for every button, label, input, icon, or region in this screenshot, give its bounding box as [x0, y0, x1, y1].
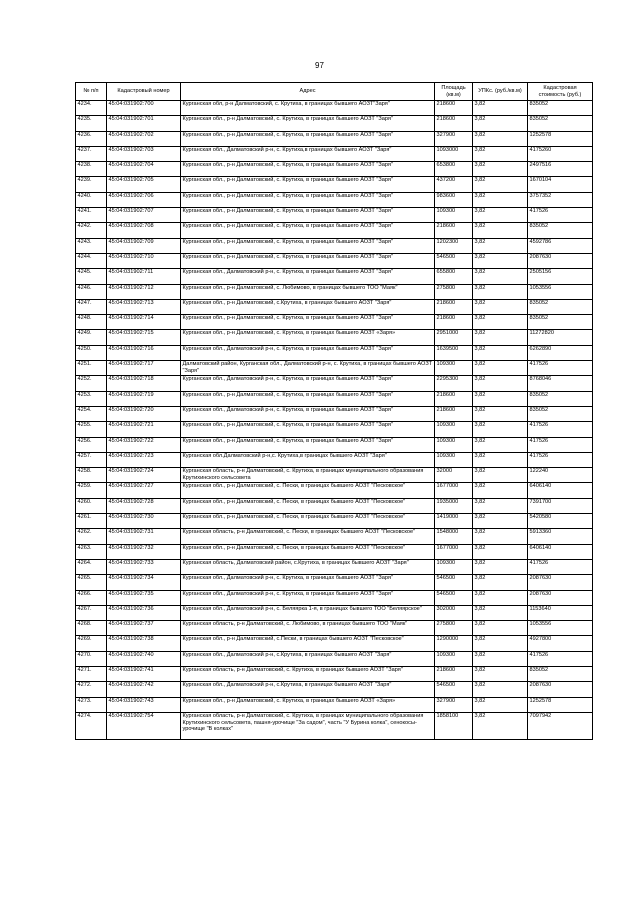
cell-upks: 3,82 [473, 238, 528, 253]
cell-area: 218600 [435, 223, 473, 238]
cell-address: Курганская обл., р-н Далматовский, с. Крутиха, в границах бывшего АОЗТ «Заря» [181, 330, 435, 345]
cell-cadastral-number: 45:04:031902:730 [107, 514, 181, 529]
table-body [76, 101, 593, 740]
cell-cadastral-number: 45:04:031902:705 [107, 177, 181, 192]
cell-cadastral-number: 45:04:031902:719 [107, 391, 181, 406]
table-row [76, 666, 593, 681]
cell-address: Курганская обл., Далматовский р-н, с. Крутиха,в границах бывшего АОЗТ "Заря" [181, 146, 435, 161]
cell-area: 302000 [435, 605, 473, 620]
cell-cadastral-number: 45:04:031902:713 [107, 299, 181, 314]
cell-cadastral-cost: 1252578 [528, 697, 593, 712]
cell-address: Курганская обл., Далматовский р-н, с. Крутиха, в границах бывшего АОЗТ "Заря" [181, 376, 435, 391]
table-row [76, 559, 593, 574]
table-row [76, 253, 593, 268]
header-address: Адрес [181, 83, 435, 101]
cell-upks: 3,82 [473, 468, 528, 483]
cell-cadastral-cost: 417526 [528, 437, 593, 452]
cell-row-number: 4274. [76, 712, 107, 739]
cell-area: 546500 [435, 682, 473, 697]
cell-upks: 3,82 [473, 498, 528, 513]
cell-cadastral-number: 45:04:031902:732 [107, 544, 181, 559]
cell-row-number: 4273. [76, 697, 107, 712]
cell-cadastral-cost: 835052 [528, 315, 593, 330]
cell-cadastral-number: 45:04:031902:736 [107, 605, 181, 620]
table-row [76, 269, 593, 284]
cell-address: Курганская обл., р-н Далматовский, с. Пески, в границах бывшего АОЗТ "Песковское" [181, 483, 435, 498]
cell-address: Курганская обл., р-н Далматовский, с. Крутиха, в границах бывшего АОЗТ «Заря» [181, 697, 435, 712]
cell-row-number: 4236. [76, 131, 107, 146]
cell-cadastral-number: 45:04:031902:710 [107, 253, 181, 268]
table-row [76, 621, 593, 636]
cell-address: Курганская область, р-н Далматовский, с. Крутиха, в границах бывшего АОЗТ "Заря" [181, 666, 435, 681]
cell-area: 546500 [435, 575, 473, 590]
cell-address: Курганская обл., р-н Далматовский, с. Крутиха, в границах бывшего АОЗТ "Заря" [181, 208, 435, 223]
cell-cadastral-cost: 6406140 [528, 544, 593, 559]
cell-row-number: 4256. [76, 437, 107, 452]
cell-cadastral-number: 45:04:031902:721 [107, 422, 181, 437]
table-row [76, 101, 593, 116]
cell-upks: 3,82 [473, 712, 528, 739]
cell-cadastral-number: 45:04:031902:741 [107, 666, 181, 681]
cell-address: Курганская обл., р-н Далматовский, с. Любимово, в границах бывшего ТОО "Маяк" [181, 284, 435, 299]
cell-address: Курганская обл., Далматовский р-н, с. Крутиха, в границах бывшего АОЗТ "Заря" [181, 269, 435, 284]
cell-address: Курганская область, р-н Далматовский, с. Пески, в границах бывшего АОЗТ "Песковское" [181, 529, 435, 544]
cell-upks: 3,82 [473, 208, 528, 223]
cell-upks: 3,82 [473, 651, 528, 666]
cell-row-number: 4239. [76, 177, 107, 192]
cell-area: 109300 [435, 361, 473, 376]
cell-cadastral-number: 45:04:031902:724 [107, 468, 181, 483]
cell-area: 109300 [435, 651, 473, 666]
table-row [76, 208, 593, 223]
cell-row-number: 4261. [76, 514, 107, 529]
cell-upks: 3,82 [473, 223, 528, 238]
cell-address: Курганская обл., р-н Далматовский, с. Крутиха, в границах бывшего АОЗТ "Заря" [181, 422, 435, 437]
cell-cadastral-number: 45:04:031902:701 [107, 116, 181, 131]
cell-upks: 3,82 [473, 131, 528, 146]
cell-cadastral-cost: 11272820 [528, 330, 593, 345]
cell-row-number: 4246. [76, 284, 107, 299]
table-row [76, 315, 593, 330]
table-row [76, 223, 593, 238]
cell-area: 275800 [435, 284, 473, 299]
cell-cadastral-number: 45:04:031902:703 [107, 146, 181, 161]
cell-area: 327900 [435, 697, 473, 712]
table-row [76, 238, 593, 253]
cell-upks: 3,82 [473, 483, 528, 498]
cell-row-number: 4253. [76, 391, 107, 406]
cell-upks: 3,82 [473, 605, 528, 620]
cell-cadastral-cost: 1053556 [528, 284, 593, 299]
cell-area: 1858100 [435, 712, 473, 739]
cell-row-number: 4260. [76, 498, 107, 513]
header-cadastral: Кадастровый номер [107, 83, 181, 101]
cadastral-table [75, 82, 593, 740]
cell-upks: 3,82 [473, 666, 528, 681]
cell-address: Курганская обл., р-н Далматовский, с. Крутиха, в границах бывшего АОЗТ "Заря" [181, 116, 435, 131]
cell-row-number: 4264. [76, 559, 107, 574]
cell-row-number: 4262. [76, 529, 107, 544]
cell-row-number: 4269. [76, 636, 107, 651]
cell-cadastral-number: 45:04:031902:737 [107, 621, 181, 636]
cell-cadastral-cost: 417526 [528, 208, 593, 223]
cell-upks: 3,82 [473, 345, 528, 360]
cell-cadastral-number: 45:04:031902:716 [107, 345, 181, 360]
table-row [76, 284, 593, 299]
cell-area: 218600 [435, 116, 473, 131]
cell-cadastral-number: 45:04:031902:728 [107, 498, 181, 513]
cell-area: 109300 [435, 437, 473, 452]
cell-cadastral-cost: 6262890 [528, 345, 593, 360]
table-row [76, 651, 593, 666]
table-row [76, 498, 593, 513]
cell-row-number: 4240. [76, 192, 107, 207]
cell-cadastral-number: 45:04:031902:727 [107, 483, 181, 498]
cell-area: 109300 [435, 452, 473, 467]
cell-area: 983600 [435, 192, 473, 207]
cell-row-number: 4242. [76, 223, 107, 238]
cell-cadastral-number: 45:04:031902:711 [107, 269, 181, 284]
table-row [76, 391, 593, 406]
table-row [76, 162, 593, 177]
cell-address: Курганская область, р-н Далматовский, с. Крутиха, в границах муниципального образования Крутихинского сельсовета [181, 468, 435, 483]
table-row [76, 529, 593, 544]
cell-address: Курганская обл., р-н Далматовский, с. Крутиха, в границах бывшего АОЗТ "Заря" [181, 162, 435, 177]
cell-upks: 3,82 [473, 636, 528, 651]
cell-address: Далматовский район, Курганская обл., Далматовский р-н, с. Крутиха, в границах бывшего АОЗТ "Заря" [181, 361, 435, 376]
cell-cadastral-cost: 835052 [528, 116, 593, 131]
cell-row-number: 4243. [76, 238, 107, 253]
cell-area: 1548000 [435, 529, 473, 544]
cell-row-number: 4271. [76, 666, 107, 681]
table-row [76, 116, 593, 131]
cell-cadastral-number: 45:04:031902:714 [107, 315, 181, 330]
cell-upks: 3,82 [473, 437, 528, 452]
cell-cadastral-number: 45:04:031902:712 [107, 284, 181, 299]
cell-cadastral-cost: 1053556 [528, 621, 593, 636]
cell-cadastral-cost: 5913360 [528, 529, 593, 544]
cell-area: 32000 [435, 468, 473, 483]
cell-address: Курганская обл., р-н Далматовский, с. Крутиха, в границах бывшего АОЗТ "Заря" [181, 391, 435, 406]
cell-cadastral-cost: 7097942 [528, 712, 593, 739]
cell-area: 653800 [435, 162, 473, 177]
cell-cadastral-number: 45:04:031902:735 [107, 590, 181, 605]
cell-cadastral-cost: 417526 [528, 559, 593, 574]
cell-area: 218600 [435, 406, 473, 421]
cell-address: Курганская обл., Далматовский р-н, с.Крутиха, в границах бывшего АОЗТ "Заря" [181, 682, 435, 697]
table-row [76, 422, 593, 437]
cell-cadastral-number: 45:04:031902:715 [107, 330, 181, 345]
cell-address: Курганская обл, р-н Далматовский, с. Крутиха, в границах бывшего АОЗТ"Заря" [181, 101, 435, 116]
table-row [76, 544, 593, 559]
cell-row-number: 4259. [76, 483, 107, 498]
table-row [76, 177, 593, 192]
cell-address: Курганская обл., Далматовский р-н, с. Крутиха, в границах бывшего АОЗТ "Заря" [181, 575, 435, 590]
cell-cadastral-number: 45:04:031902:706 [107, 192, 181, 207]
cell-cadastral-cost: 2505156 [528, 269, 593, 284]
table-row [76, 146, 593, 161]
cell-address: Курганская обл., Далматовский р-н, с. Крутиха, в границах бывшего АОЗТ "Заря" [181, 406, 435, 421]
cell-row-number: 4255. [76, 422, 107, 437]
cell-cadastral-cost: 3757352 [528, 192, 593, 207]
cell-cadastral-number: 45:04:031902:731 [107, 529, 181, 544]
cell-cadastral-number: 45:04:031902:742 [107, 682, 181, 697]
cell-cadastral-cost: 1252578 [528, 131, 593, 146]
cell-upks: 3,82 [473, 101, 528, 116]
cell-row-number: 4250. [76, 345, 107, 360]
cell-area: 655800 [435, 269, 473, 284]
cell-cadastral-cost: 835052 [528, 299, 593, 314]
table-row [76, 376, 593, 391]
cell-area: 218600 [435, 101, 473, 116]
cell-cadastral-number: 45:04:031902:718 [107, 376, 181, 391]
cell-cadastral-cost: 2087630 [528, 575, 593, 590]
cell-row-number: 4234. [76, 101, 107, 116]
cell-cadastral-cost: 835052 [528, 223, 593, 238]
header-num: № п/п [76, 83, 107, 101]
cell-area: 218600 [435, 391, 473, 406]
cell-area: 218600 [435, 299, 473, 314]
cell-row-number: 4254. [76, 406, 107, 421]
cell-area: 109300 [435, 422, 473, 437]
cell-upks: 3,82 [473, 391, 528, 406]
cell-area: 109300 [435, 559, 473, 574]
cell-cadastral-cost: 835052 [528, 101, 593, 116]
cell-cadastral-cost: 835052 [528, 406, 593, 421]
cell-upks: 3,82 [473, 575, 528, 590]
table-row [76, 697, 593, 712]
cell-address: Курганская обл., р-н Далматовский, с. Крутиха, в границах бывшего АОЗТ "Заря" [181, 238, 435, 253]
cell-area: 546500 [435, 590, 473, 605]
cell-address: Курганская обл., Далматовский р-н, с. Беляярка 1-я, в границах бывшего ТОО "Беляярское" [181, 605, 435, 620]
cell-row-number: 4270. [76, 651, 107, 666]
cell-area: 1093000 [435, 146, 473, 161]
cell-row-number: 4251. [76, 361, 107, 376]
cell-row-number: 4244. [76, 253, 107, 268]
cell-cadastral-cost: 2497516 [528, 162, 593, 177]
cell-upks: 3,82 [473, 514, 528, 529]
cell-upks: 3,82 [473, 361, 528, 376]
cell-upks: 3,82 [473, 253, 528, 268]
cell-upks: 3,82 [473, 682, 528, 697]
cell-area: 1677000 [435, 483, 473, 498]
cell-row-number: 4249. [76, 330, 107, 345]
cell-cadastral-number: 45:04:031902:738 [107, 636, 181, 651]
cell-area: 218600 [435, 666, 473, 681]
table-row [76, 468, 593, 483]
table-row [76, 682, 593, 697]
cell-cadastral-cost: 5420580 [528, 514, 593, 529]
header-cost: Кадастровая стоимость (руб.) [528, 83, 593, 101]
cell-address: Курганская обл., р-н Далматовский, с.Пески, в границах бывшего АОЗТ "Песковское" [181, 636, 435, 651]
cell-cadastral-cost: 8768046 [528, 376, 593, 391]
cell-address: Курганская обл., р-н Далматовский, с. Крутиха, в границах бывшего АОЗТ "Заря" [181, 223, 435, 238]
cell-address: Курганская обл., Далматовский р-н, с. Крутиха, в границах бывшего АОЗТ "Заря" [181, 590, 435, 605]
cell-cadastral-number: 45:04:031902:743 [107, 697, 181, 712]
cell-row-number: 4248. [76, 315, 107, 330]
cell-cadastral-number: 45:04:031902:720 [107, 406, 181, 421]
cell-upks: 3,82 [473, 284, 528, 299]
cell-area: 1677000 [435, 544, 473, 559]
cell-address: Курганская обл., р-н Далматовский, с.Крутиха, в границах бывшего АОЗТ "Заря" [181, 299, 435, 314]
cell-area: 1202300 [435, 238, 473, 253]
cell-cadastral-number: 45:04:031902:704 [107, 162, 181, 177]
cell-area: 2295300 [435, 376, 473, 391]
cell-cadastral-number: 45:04:031902:740 [107, 651, 181, 666]
cell-upks: 3,82 [473, 116, 528, 131]
cell-row-number: 4266. [76, 590, 107, 605]
cell-row-number: 4257. [76, 452, 107, 467]
cell-cadastral-number: 45:04:031902:717 [107, 361, 181, 376]
cell-row-number: 4267. [76, 605, 107, 620]
cell-address: Курганская обл., р-н Далматовский, с. Пески, в границах бывшего АОЗТ "Песковское" [181, 498, 435, 513]
cell-cadastral-number: 45:04:031902:754 [107, 712, 181, 739]
cell-cadastral-number: 45:04:031902:708 [107, 223, 181, 238]
cell-cadastral-number: 45:04:031902:734 [107, 575, 181, 590]
cell-area: 218600 [435, 315, 473, 330]
cell-upks: 3,82 [473, 529, 528, 544]
header-area: Площадь (кв.м) [435, 83, 473, 101]
cell-address: Курганская обл., р-н Далматовский, с. Крутиха, в границах бывшего АОЗТ "Заря" [181, 177, 435, 192]
cell-area: 1935000 [435, 498, 473, 513]
cell-upks: 3,82 [473, 299, 528, 314]
table-row [76, 345, 593, 360]
cell-row-number: 4265. [76, 575, 107, 590]
cell-cadastral-cost: 4592786 [528, 238, 593, 253]
cell-cadastral-cost: 2087630 [528, 253, 593, 268]
cell-cadastral-number: 45:04:031902:733 [107, 559, 181, 574]
cell-cadastral-number: 45:04:031902:709 [107, 238, 181, 253]
cell-upks: 3,82 [473, 590, 528, 605]
cell-upks: 3,82 [473, 422, 528, 437]
cell-upks: 3,82 [473, 192, 528, 207]
cell-area: 437200 [435, 177, 473, 192]
cell-upks: 3,82 [473, 452, 528, 467]
cell-address: Курганская область, Далматовский район, с.Крутиха, в границах бывшего АОЗТ "Заря" [181, 559, 435, 574]
cell-cadastral-number: 45:04:031902:707 [107, 208, 181, 223]
cell-cadastral-number: 45:04:031902:702 [107, 131, 181, 146]
cell-address: Курганская обл., Далматовский р-н, с.Крутиха, в границах бывшего АОЗТ "Заря" [181, 651, 435, 666]
table-row [76, 437, 593, 452]
cell-cadastral-cost: 7391700 [528, 498, 593, 513]
cell-cadastral-cost: 1153640 [528, 605, 593, 620]
table-row [76, 590, 593, 605]
cell-row-number: 4258. [76, 468, 107, 483]
page-number: 97 [315, 61, 324, 70]
cell-address: Курганская обл., р-н Далматовский, с. Крутиха, в границах бывшего АОЗТ "Заря" [181, 253, 435, 268]
cell-area: 109300 [435, 208, 473, 223]
cell-row-number: 4241. [76, 208, 107, 223]
cell-cadastral-cost: 122240 [528, 468, 593, 483]
cell-cadastral-number: 45:04:031902:723 [107, 452, 181, 467]
cell-upks: 3,82 [473, 177, 528, 192]
cell-cadastral-cost: 2087630 [528, 682, 593, 697]
header-upks: УПКс. (руб./кв.м) [473, 83, 528, 101]
cell-address: Курганская обл., р-н Далматовский, с. Пески, в границах бывшего АОЗТ "Песковское" [181, 514, 435, 529]
cell-area: 1639500 [435, 345, 473, 360]
table-row [76, 636, 593, 651]
table-row [76, 712, 593, 739]
cell-row-number: 4252. [76, 376, 107, 391]
cell-upks: 3,82 [473, 146, 528, 161]
cell-upks: 3,82 [473, 376, 528, 391]
cell-address: Курганская обл.Далматовский р-н,с. Крутиха,в границах бывшего АОЗТ "Заря" [181, 452, 435, 467]
cell-row-number: 4263. [76, 544, 107, 559]
cell-cadastral-cost: 1670104 [528, 177, 593, 192]
cell-cadastral-cost: 4175260 [528, 146, 593, 161]
table-row [76, 299, 593, 314]
cell-cadastral-cost: 2087630 [528, 590, 593, 605]
cell-upks: 3,82 [473, 544, 528, 559]
cell-cadastral-cost: 835052 [528, 391, 593, 406]
cell-address: Курганская обл., Далматовский р-н, с. Крутиха, в границах бывшего АОЗТ "Заря" [181, 345, 435, 360]
cell-row-number: 4247. [76, 299, 107, 314]
cell-area: 1290000 [435, 636, 473, 651]
cell-address: Курганская обл., р-н Далматовский, с. Крутиха, в границах бывшего АОЗТ "Заря" [181, 192, 435, 207]
cell-cadastral-cost: 417526 [528, 422, 593, 437]
cell-address: Курганская обл., р-н Далматовский, с. Пески, в границах бывшего АОЗТ "Песковское" [181, 544, 435, 559]
cell-cadastral-cost: 417526 [528, 361, 593, 376]
table-header-row [76, 83, 593, 101]
cell-upks: 3,82 [473, 621, 528, 636]
cell-address: Курганская область, р-н Далматовский, с. Любимово, в границах бывшего ТОО "Маяк" [181, 621, 435, 636]
cell-area: 327900 [435, 131, 473, 146]
cell-row-number: 4245. [76, 269, 107, 284]
cell-upks: 3,82 [473, 330, 528, 345]
cell-cadastral-cost: 4927800 [528, 636, 593, 651]
cell-area: 1419000 [435, 514, 473, 529]
cell-row-number: 4237. [76, 146, 107, 161]
cell-upks: 3,82 [473, 697, 528, 712]
cell-address: Курганская обл., р-н Далматовский, с. Крутиха, в границах бывшего АОЗТ "Заря" [181, 131, 435, 146]
cell-row-number: 4268. [76, 621, 107, 636]
table-row [76, 575, 593, 590]
cell-address: Курганская обл., р-н Далматовский, с. Крутиха, в границах бывшего АОЗТ "Заря" [181, 437, 435, 452]
table-row [76, 483, 593, 498]
cell-address: Курганская обл., р-н Далматовский, с. Крутиха, в границах бывшего АОЗТ "Заря" [181, 315, 435, 330]
table-row [76, 361, 593, 376]
cell-cadastral-cost: 835052 [528, 666, 593, 681]
table-row [76, 452, 593, 467]
cell-area: 2951000 [435, 330, 473, 345]
cell-cadastral-cost: 6406140 [528, 483, 593, 498]
table-row [76, 192, 593, 207]
cell-upks: 3,82 [473, 406, 528, 421]
cell-upks: 3,82 [473, 162, 528, 177]
table-row [76, 605, 593, 620]
cell-row-number: 4238. [76, 162, 107, 177]
cell-upks: 3,82 [473, 559, 528, 574]
cell-cadastral-cost: 417526 [528, 651, 593, 666]
cell-upks: 3,82 [473, 315, 528, 330]
cell-area: 546500 [435, 253, 473, 268]
table-row [76, 406, 593, 421]
cell-row-number: 4235. [76, 116, 107, 131]
cell-address: Курганская область, р-н Далматовский, с. Крутиха, в границах муниципального образования Крутихинского сельсовета, пашня-урочище "За садом", часть "У Бурина колка", сенокосы-урочище "В колках" [181, 712, 435, 739]
cell-cadastral-cost: 417526 [528, 452, 593, 467]
cell-upks: 3,82 [473, 269, 528, 284]
cell-cadastral-number: 45:04:031902:700 [107, 101, 181, 116]
cell-cadastral-number: 45:04:031902:722 [107, 437, 181, 452]
table-row [76, 330, 593, 345]
cell-row-number: 4272. [76, 682, 107, 697]
cell-area: 275800 [435, 621, 473, 636]
table-row [76, 514, 593, 529]
table-row [76, 131, 593, 146]
